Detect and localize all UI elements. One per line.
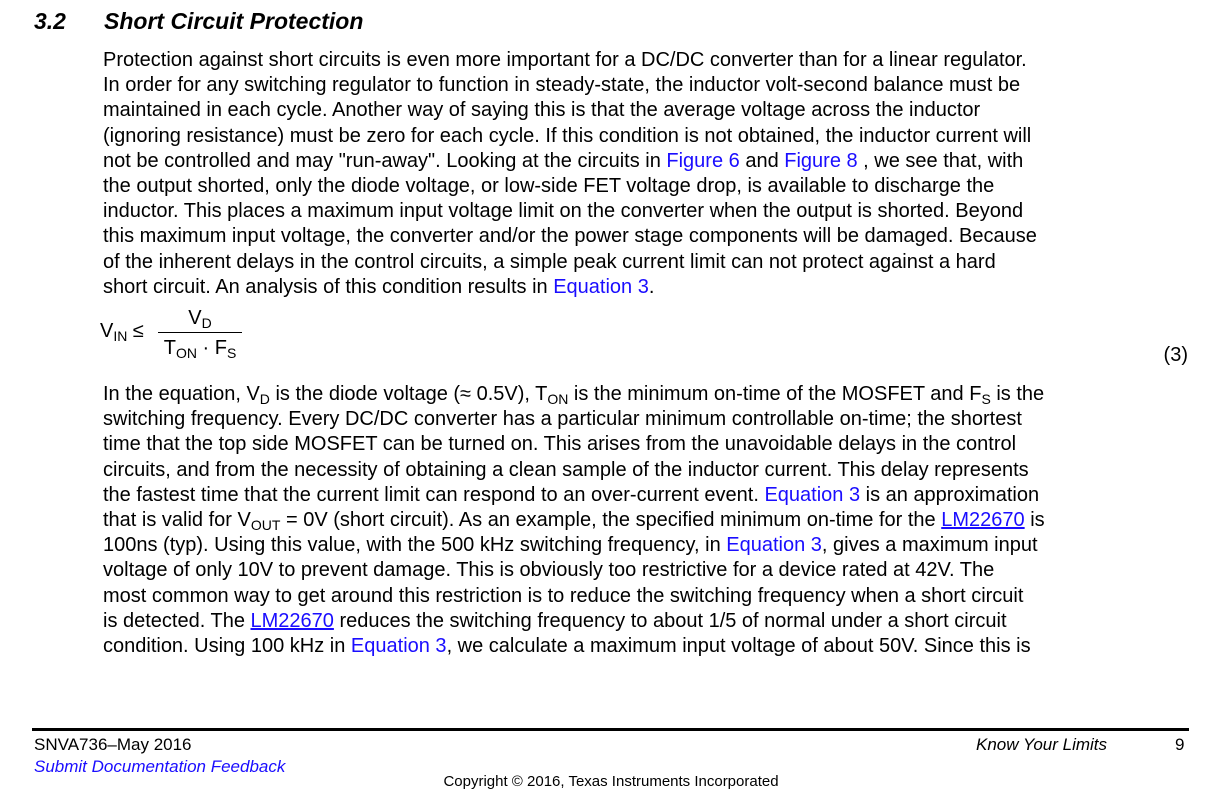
text-run: reduces the switching frequency to about 1/5 of normal under a short circuit (333, 609, 1007, 632)
text-line (103, 382, 1198, 407)
equation-3-link[interactable]: Equation 3 (350, 635, 447, 658)
paragraph-equation-explanation (103, 382, 1198, 659)
page-number: 9 (1175, 735, 1185, 754)
subscript-on: ON (175, 345, 197, 361)
text-run: , we calculate a maximum input voltage of about 50V. Since this is (446, 635, 1031, 658)
text-line: maintained in each cycle. Another way of saying this is that the average voltage across the inductor (103, 99, 981, 122)
subscript-d: D (201, 315, 212, 331)
text-line (103, 533, 1198, 558)
text-line: of the inherent delays in the control circuits, a simple peak current limit can not protect against a hard (103, 250, 996, 273)
equation-number: (3) (1163, 344, 1188, 366)
text-run: not be controlled and may "run-away". Looking at the circuits in (103, 149, 667, 172)
section-heading (34, 6, 363, 36)
text-line: (ignoring resistance) must be zero for each cycle. If this condition is not obtained, the inductor current will (103, 124, 1032, 147)
lm22670-link[interactable]: LM22670 (941, 509, 1025, 532)
text-line (103, 634, 1198, 659)
text-run: is the diode voltage (≈ 0.5V), T (269, 383, 548, 405)
text-run: is the minimum on-time of the MOSFET and F (568, 383, 982, 405)
equation-lhs (100, 320, 144, 343)
text-line (103, 609, 1198, 634)
figure-6-link[interactable]: Figure 6 (666, 149, 740, 172)
fraction-numerator (158, 304, 242, 332)
text-run: . (648, 275, 655, 298)
symbol-f: F (214, 337, 227, 359)
figure-8-link[interactable]: Figure 8 (784, 149, 858, 172)
text-line: the output shorted, only the diode voltage, or low-side FET voltage drop, is available to discharge the (103, 175, 995, 198)
text-run: is the (990, 383, 1045, 405)
lm22670-link[interactable]: LM22670 (250, 609, 334, 632)
text-line: voltage of only 10V to prevent damage. This is obviously too restrictive for a device rated at 42V. The (103, 559, 995, 582)
text-run: , gives a maximum input (821, 534, 1038, 557)
footer-divider (32, 728, 1189, 731)
document-title: Know Your Limits (976, 735, 1108, 754)
relation-symbol: ≤ (127, 320, 144, 342)
equation-3-link[interactable]: Equation 3 (764, 483, 861, 506)
symbol-v: V (100, 320, 114, 342)
equation-3-link[interactable]: Equation 3 (726, 534, 822, 557)
text-run: is detected. The (103, 609, 251, 632)
copyright-notice: Copyright © 2016, Texas Instruments Incorporated (443, 773, 779, 790)
text-line (103, 483, 1198, 508)
subscript-d: D (259, 391, 270, 407)
section-number: 3.2 (34, 8, 66, 34)
text-line: In order for any switching regulator to function in steady-state, the inductor volt-second balance must be (103, 74, 1021, 97)
subscript-s: S (981, 391, 991, 407)
text-run: the fastest time that the current limit can respond to an over-current event. (103, 483, 765, 506)
text-run: 100ns (typ). Using this value, with the 500 kHz switching frequency, in (103, 534, 727, 557)
text-run: is an approximation (860, 483, 1040, 506)
text-run: In the equation, V (103, 383, 260, 405)
text-line: inductor. This places a maximum input voltage limit on the converter when the output is shorted. Beyond (103, 200, 1024, 223)
text-line (103, 275, 1198, 300)
text-line: time that the top side MOSFET can be turned on. This arises from the unavoidable delays in the control (103, 433, 1017, 456)
submit-feedback-link[interactable]: Submit Documentation Feedback (34, 757, 286, 776)
text-run: , we see that, with (857, 149, 1024, 172)
text-run: and (739, 149, 785, 172)
symbol-t: T (163, 337, 176, 359)
text-line: this maximum input voltage, the converter and/or the power stage components will be damaged. Because (103, 225, 1037, 248)
text-line (103, 508, 1198, 533)
text-line (103, 149, 1198, 174)
text-run: is (1024, 509, 1045, 532)
dot-operator: · (196, 337, 215, 359)
equation-3-link[interactable]: Equation 3 (553, 275, 649, 298)
fraction-denominator (158, 333, 242, 363)
text-line: circuits, and from the necessity of obtaining a clean sample of the inductor current. This delay represents (103, 458, 1029, 481)
text-line: Protection against short circuits is even more important for a DC/DC converter than for a linear regulator. (103, 49, 1027, 71)
text-run: that is valid for V (103, 509, 251, 532)
subscript-out: OUT (250, 517, 281, 534)
equation-3 (100, 304, 1200, 374)
subscript-in: IN (113, 328, 128, 344)
text-line: most common way to get around this restriction is to reduce the switching frequency when a short circuit (103, 584, 1024, 607)
text-line: switching frequency. Every DC/DC converter has a particular minimum controllable on-time; the shortest (103, 408, 1022, 431)
subscript-s: S (226, 345, 237, 361)
text-run: short circuit. An analysis of this condition results in (103, 275, 554, 298)
equation-fraction (158, 304, 242, 363)
document-id: SNVA736–May 2016 (34, 735, 192, 754)
symbol-v: V (188, 307, 202, 329)
subscript-on: ON (547, 391, 569, 407)
text-run: = 0V (short circuit). As an example, the specified minimum on-time for the (280, 509, 942, 532)
text-run: condition. Using 100 kHz in (103, 635, 351, 658)
paragraph-short-circuit-intro (103, 48, 1198, 300)
section-title: Short Circuit Protection (104, 8, 364, 34)
